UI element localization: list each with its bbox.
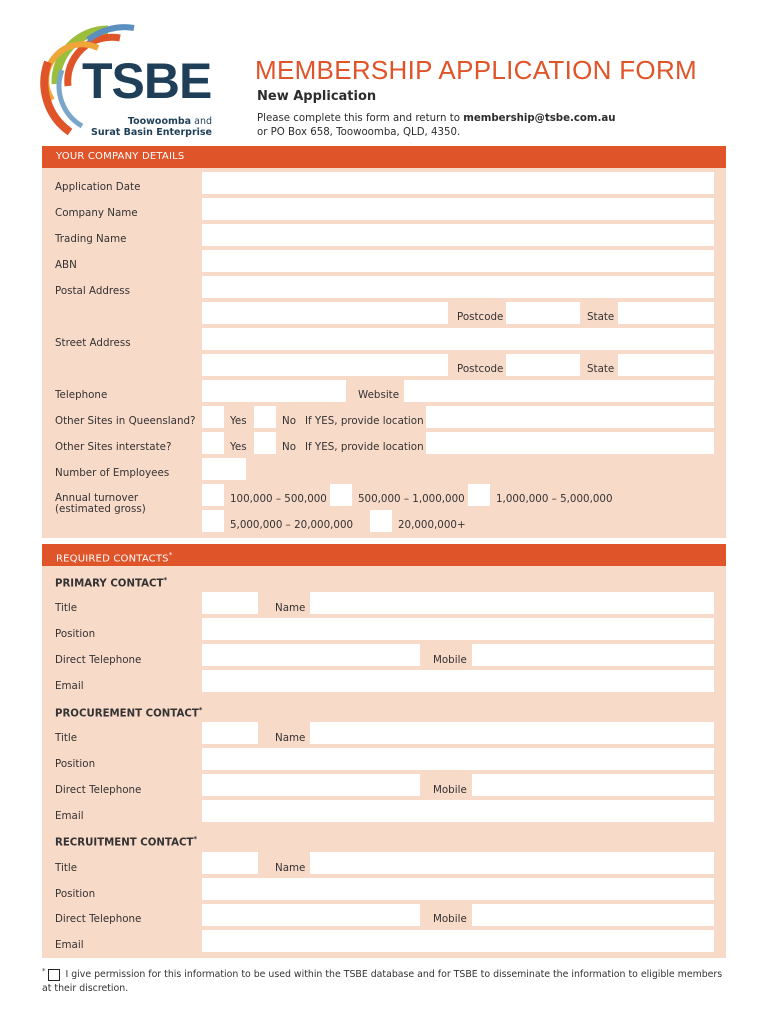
primary-title-label: Title	[55, 602, 78, 614]
logo-subtitle: Toowoomba and Surat Basin Enterprise	[91, 116, 212, 138]
recruitment-contact-heading: RECRUITMENT CONTACT*	[55, 835, 198, 849]
procurement-direct-telephone-field[interactable]	[202, 774, 420, 796]
street-address-line2-field[interactable]	[202, 354, 448, 376]
recruitment-name-field[interactable]	[310, 852, 714, 874]
turnover-option-5-checkbox[interactable]	[370, 510, 392, 532]
procurement-position-field[interactable]	[202, 748, 714, 770]
interstate-location-field[interactable]	[426, 432, 714, 454]
logo-acronym: TSBE	[82, 53, 212, 109]
postal-address-line2-field[interactable]	[202, 302, 448, 324]
procurement-email-field[interactable]	[202, 800, 714, 822]
primary-email-label: Email	[55, 680, 84, 692]
procurement-position-label: Position	[55, 758, 96, 770]
qld-location-field[interactable]	[426, 406, 714, 428]
primary-name-field[interactable]	[310, 592, 714, 614]
interstate-no-checkbox[interactable]	[254, 432, 276, 454]
street-address-field[interactable]	[202, 328, 714, 350]
turnover-option-5-label: 20,000,000+	[398, 519, 466, 531]
turnover-option-2-label: 500,000 – 1,000,000	[358, 493, 465, 505]
contacts-section-header: REQUIRED CONTACTS*	[42, 544, 726, 566]
postal-state-label: State	[587, 311, 615, 323]
recruitment-mobile-field[interactable]	[472, 904, 714, 926]
primary-name-label: Name	[275, 602, 306, 614]
recruitment-position-label: Position	[55, 888, 96, 900]
recruitment-title-field[interactable]	[202, 852, 258, 874]
website-field[interactable]	[404, 380, 714, 402]
postal-postcode-field[interactable]	[506, 302, 580, 324]
recruitment-email-field[interactable]	[202, 930, 714, 952]
instructions: Please complete this form and return to membership@tsbe.com.au or PO Box 658, Toowoomba, QLD, 4350.	[257, 113, 616, 138]
permission-statement: * I give permission for this information to be used within the TSBE database and for TSBE to disseminate the information to eligible members at their discretion.	[42, 967, 723, 995]
postal-state-field[interactable]	[618, 302, 714, 324]
street-state-label: State	[587, 363, 615, 375]
turnover-option-4-label: 5,000,000 – 20,000,000	[230, 519, 354, 531]
company-name-field[interactable]	[202, 198, 714, 220]
application-date-label: Application Date	[55, 181, 141, 193]
interstate-yes-checkbox[interactable]	[202, 432, 224, 454]
primary-title-field[interactable]	[202, 592, 258, 614]
procurement-email-label: Email	[55, 810, 84, 822]
street-postcode-field[interactable]	[506, 354, 580, 376]
recruitment-name-label: Name	[275, 862, 306, 874]
procurement-title-field[interactable]	[202, 722, 258, 744]
turnover-option-1-label: 100,000 – 500,000	[230, 493, 327, 505]
primary-contact-heading: PRIMARY CONTACT*	[55, 576, 168, 590]
procurement-title-label: Title	[55, 732, 78, 744]
primary-email-field[interactable]	[202, 670, 714, 692]
abn-field[interactable]	[202, 250, 714, 272]
primary-mobile-field[interactable]	[472, 644, 714, 666]
primary-mobile-label: Mobile	[433, 654, 467, 666]
turnover-option-4-checkbox[interactable]	[202, 510, 224, 532]
postal-postcode-label: Postcode	[457, 311, 504, 323]
turnover-option-1-checkbox[interactable]	[202, 484, 224, 506]
procurement-name-label: Name	[275, 732, 306, 744]
primary-direct-telephone-field[interactable]	[202, 644, 420, 666]
abn-label: ABN	[55, 259, 77, 271]
other-sites-qld-label: Other Sites in Queensland?	[55, 415, 196, 427]
postal-address-label: Postal Address	[55, 285, 130, 297]
recruitment-title-label: Title	[55, 862, 78, 874]
procurement-mobile-label: Mobile	[433, 784, 467, 796]
website-label: Website	[358, 389, 400, 401]
street-postcode-label: Postcode	[457, 363, 504, 375]
qld-no-label: No	[282, 415, 297, 427]
other-sites-interstate-label: Other Sites interstate?	[55, 441, 172, 453]
turnover-label: Annual turnover (estimated gross)	[55, 492, 146, 515]
turnover-option-3-label: 1,000,000 – 5,000,000	[496, 493, 613, 505]
street-state-field[interactable]	[618, 354, 714, 376]
telephone-label: Telephone	[55, 389, 108, 401]
qld-yes-checkbox[interactable]	[202, 406, 224, 428]
application-date-field[interactable]	[202, 172, 714, 194]
turnover-option-3-checkbox[interactable]	[468, 484, 490, 506]
trading-name-field[interactable]	[202, 224, 714, 246]
recruitment-email-label: Email	[55, 939, 84, 951]
company-name-label: Company Name	[55, 207, 138, 219]
permission-text: I give permission for this information to be used within the TSBE database and for TSBE to disseminate the information to eligible members at their discretion.	[42, 969, 723, 995]
employees-field[interactable]	[202, 458, 246, 480]
interstate-location-label: If YES, provide location	[305, 441, 424, 453]
primary-position-label: Position	[55, 628, 96, 640]
qld-no-checkbox[interactable]	[254, 406, 276, 428]
recruitment-direct-telephone-field[interactable]	[202, 904, 420, 926]
qld-location-label: If YES, provide location	[305, 415, 424, 427]
telephone-field[interactable]	[202, 380, 346, 402]
permission-checkbox[interactable]	[48, 969, 60, 981]
primary-direct-telephone-label: Direct Telephone	[55, 654, 142, 666]
qld-yes-label: Yes	[230, 415, 247, 427]
primary-position-field[interactable]	[202, 618, 714, 640]
trading-name-label: Trading Name	[55, 233, 127, 245]
postal-address-field[interactable]	[202, 276, 714, 298]
procurement-contact-heading: PROCUREMENT CONTACT*	[55, 706, 203, 720]
page-subtitle: New Application	[257, 89, 377, 104]
turnover-option-2-checkbox[interactable]	[330, 484, 352, 506]
employees-label: Number of Employees	[55, 467, 170, 479]
procurement-direct-telephone-label: Direct Telephone	[55, 784, 142, 796]
recruitment-direct-telephone-label: Direct Telephone	[55, 913, 142, 925]
company-section-header: YOUR COMPANY DETAILS	[42, 146, 726, 168]
recruitment-position-field[interactable]	[202, 878, 714, 900]
procurement-name-field[interactable]	[310, 722, 714, 744]
interstate-yes-label: Yes	[230, 441, 247, 453]
contact-email[interactable]: membership@tsbe.com.au	[463, 113, 616, 124]
street-address-label: Street Address	[55, 337, 131, 349]
page-title: MEMBERSHIP APPLICATION FORM	[255, 55, 697, 85]
recruitment-mobile-label: Mobile	[433, 913, 467, 925]
procurement-mobile-field[interactable]	[472, 774, 714, 796]
interstate-no-label: No	[282, 441, 297, 453]
